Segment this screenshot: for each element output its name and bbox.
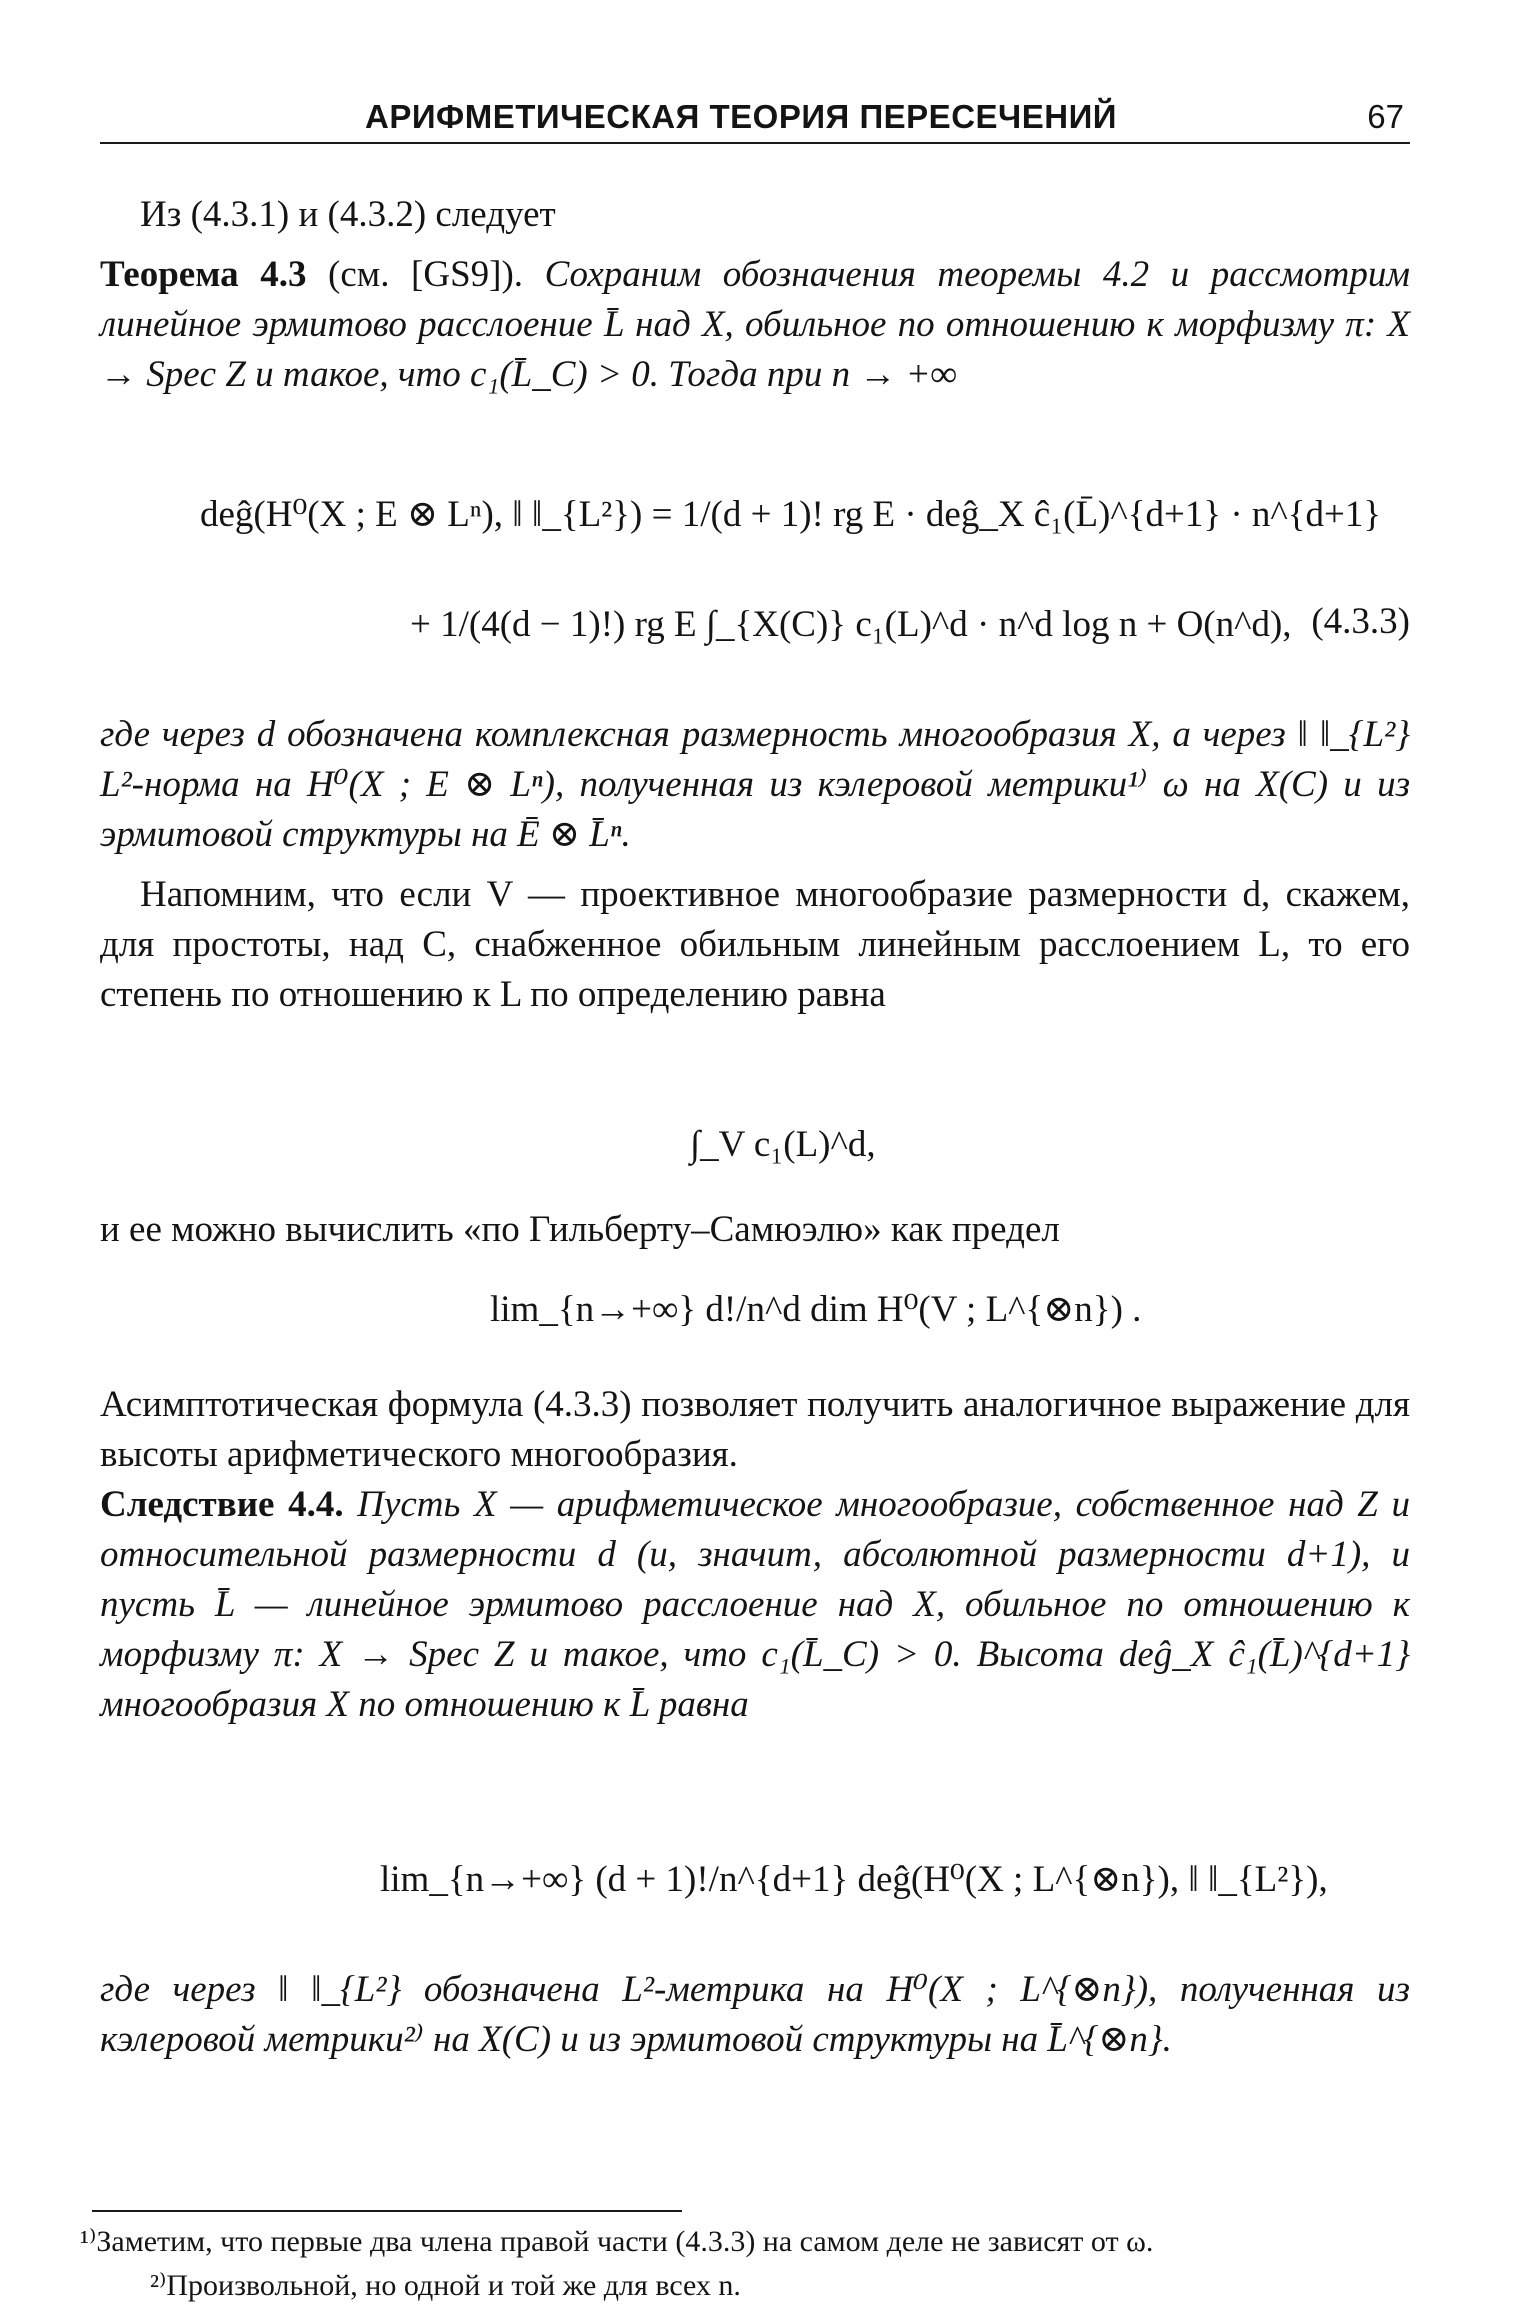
theorem-citation: (см. [GS9]). (328, 254, 524, 295)
running-head (100, 92, 1410, 140)
intro-line: Из (4.3.1) и (4.3.2) следует (140, 194, 556, 235)
formula-integral: ∫_V c₁(L)^d, (690, 1124, 876, 1165)
paragraph-recall: Напомним, что если V — проективное многообразие размерности d, скажем, для простоты, над C, снабженное обильным линейным расслоением L, то его степень по отношению к L по определению равна (100, 874, 1410, 1015)
theorem-continuation: где через d обозначена комплексная размерность многообразия X, а через ‖ ‖_{L²} L²-норма на H⁰(X ; E ⊗ Lⁿ), полученная из кэлеровой метрики¹⁾ ω на X(C) и из эрмитовой структуры на Ē ⊗ L̄ⁿ. (100, 714, 1410, 855)
formula-4-3-3-line1: deĝ(H⁰(X ; E ⊗ Lⁿ), ‖ ‖_{L²}) = 1/(d + 1)! rg E · deĝ_X ĉ₁(L̄)^{d+1} · n^{d+1} (200, 494, 1382, 535)
page-number: 67 (1367, 98, 1404, 135)
header-rule (100, 142, 1410, 144)
paragraph-hilbert-samuel: и ее можно вычислить «по Гильберту–Самюэлю» как предел (100, 1209, 1060, 1250)
corollary-continuation: где через ‖ ‖_{L²} обозначена L²-метрика на H⁰(X ; L^{⊗n}), полученная из кэлеровой метрики²⁾ на X(C) и из эрмитовой структуры на L̄^{⊗n}. (100, 1969, 1410, 2060)
corollary-4-4 (100, 1480, 1410, 1730)
footnote-2: ²⁾Произвольной, но одной и той же для всех n. (150, 2269, 741, 2302)
theorem-statement: Сохраним обозначения теоремы 4.2 и рассмотрим линейное эрмитово расслоение L̄ над X, обильное по отношению к морфизму π: X → Spec Z и такое, что c₁(L̄_C) > 0. Тогда при n → +∞ (100, 254, 1411, 395)
running-title: АРИФМЕТИЧЕСКАЯ ТЕОРИЯ ПЕРЕСЕЧЕНИЙ (365, 98, 1118, 135)
equation-number-4-3-3: (4.3.3) (1311, 601, 1410, 642)
formula-4-3-3-line2: + 1/(4(d − 1)!) rg E ∫_{X(C)} c₁(L)^d · n^d log n + O(n^d), (410, 604, 1292, 645)
corollary-label: Следствие 4.4. (100, 1484, 344, 1525)
formula-height: lim_{n→+∞} (d + 1)!/n^{d+1} deĝ(H⁰(X ; L^{⊗n}), ‖ ‖_{L²}), (380, 1859, 1328, 1900)
footnote-1: ¹⁾Заметим, что первые два члена правой части (4.3.3) на самом деле не зависят от ω. (80, 2225, 1154, 2258)
theorem-4-3 (100, 250, 1410, 400)
formula-limit: lim_{n→+∞} d!/n^d dim H⁰(V ; L^{⊗n}) . (490, 1289, 1142, 1330)
footnote-rule (92, 2210, 682, 2212)
paragraph-asymptotic: Асимптотическая формула (4.3.3) позволяет получить аналогичное выражение для высоты арифметического многообразия. (100, 1384, 1410, 1475)
corollary-statement: Пусть X — арифметическое многообразие, собственное над Z и относительной размерности d (и, значит, абсолютной размерности d+1), и пусть L̄ — линейное эрмитово расслоение над X, обильное по отношению к морфизму π: X → Spec Z и такое, что c₁(L̄_C) > 0. Высота deĝ_X ĉ₁(L̄)^{d+1} многообразия X по отношению к L̄ равна (100, 1484, 1410, 1725)
theorem-label: Теорема 4.3 (100, 254, 307, 295)
